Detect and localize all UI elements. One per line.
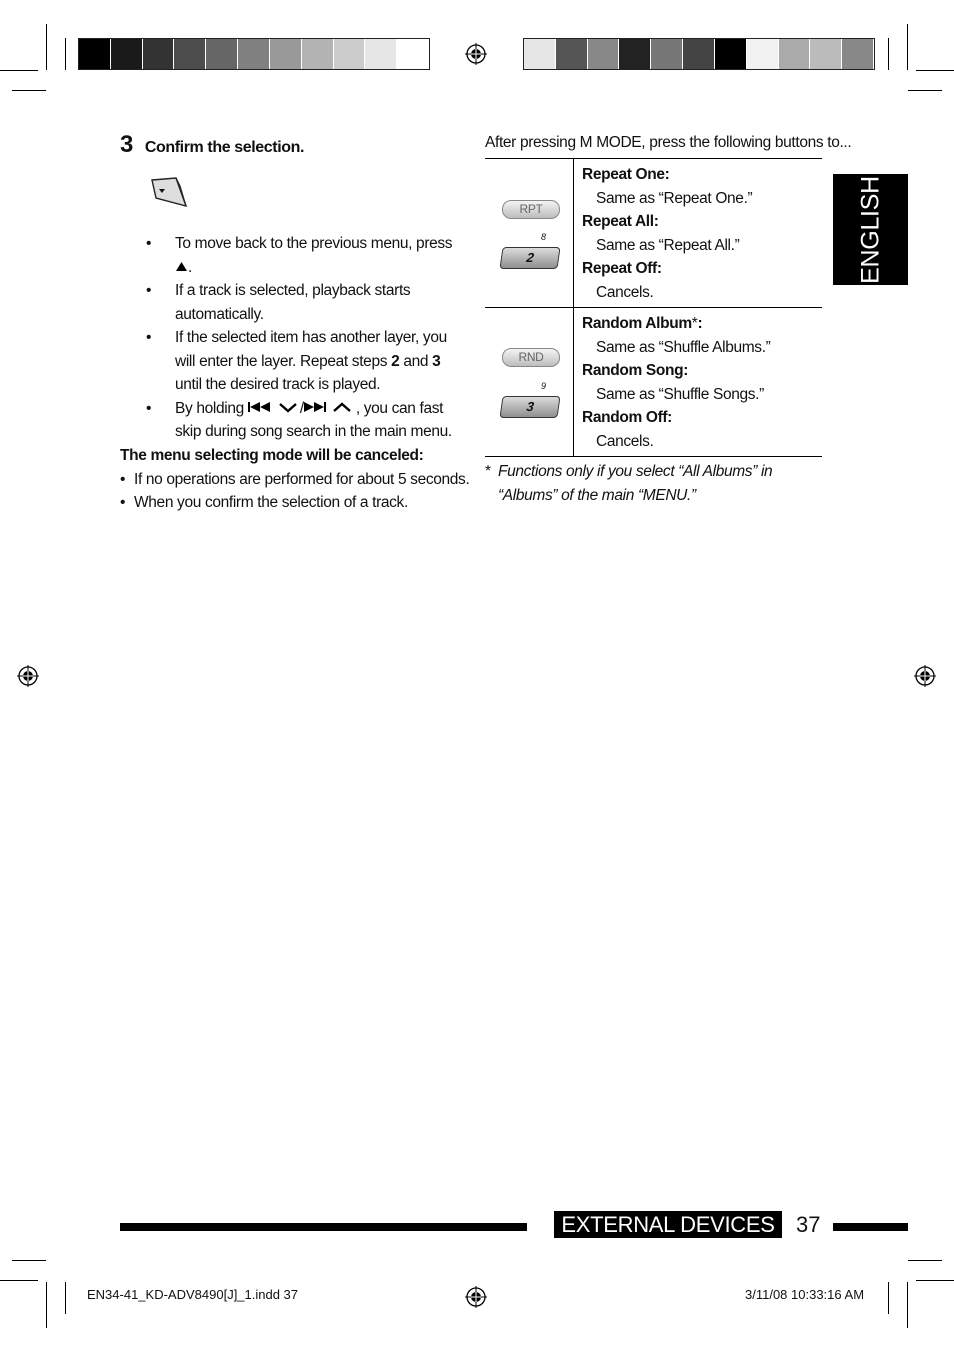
color-swatch: [206, 39, 238, 69]
table-row: [485, 308, 822, 457]
crop-mark: [916, 70, 954, 71]
color-swatch: [747, 39, 779, 69]
table-row: [485, 159, 822, 308]
button-illustration: [485, 308, 574, 456]
color-swatch: [174, 39, 206, 69]
color-bar-right: [523, 38, 875, 70]
slug-date: 3/11/08 10:33:16 AM: [745, 1287, 865, 1302]
up-triangle-icon: [175, 261, 188, 272]
language-tab: [833, 174, 908, 285]
color-swatch: [588, 39, 620, 69]
color-swatch: [79, 39, 111, 69]
crop-mark: [0, 1280, 38, 1281]
color-swatch: [842, 39, 874, 69]
list-item: • When you confirm the selection of a track.: [120, 491, 470, 515]
color-swatch: [397, 39, 429, 69]
cancel-section: [120, 444, 470, 515]
footer-rule: [120, 1223, 527, 1231]
crop-mark: [907, 1282, 908, 1328]
rpt-button-icon: RPT: [502, 200, 560, 219]
crop-mark: [907, 24, 908, 70]
button-illustration: [485, 159, 574, 307]
registration-mark-icon: [914, 665, 936, 687]
number-2-button-icon: 2: [499, 247, 560, 269]
table-intro: After pressing M MODE, press the following buttons to...: [485, 134, 852, 151]
crop-mark: [65, 38, 66, 70]
row-text: Random Album*: Same as “Shuffle Albums.” Random Song: Same as “Shuffle Songs.” Random Off: Cancels.: [582, 315, 771, 450]
bullet-item: • If a track is selected, playback starts automatically.: [120, 279, 465, 326]
button-small-label: 8: [541, 232, 546, 242]
color-swatch: [524, 39, 556, 69]
crop-mark: [888, 38, 889, 70]
bullet-item: • If the selected item has another layer, you will enter the layer. Repeat steps 2 and 3 until the desired track is played.: [120, 326, 465, 397]
crop-mark: [46, 1282, 47, 1328]
registration-mark-icon: [465, 43, 487, 65]
bullet-item: • By holding / , you can fast skip during song search in the main menu.: [120, 397, 465, 444]
color-swatch: [810, 39, 842, 69]
skip-forward-up-icon: [304, 401, 356, 413]
color-swatch: [619, 39, 651, 69]
cancel-heading: The menu selecting mode will be canceled:: [120, 447, 424, 464]
step-title: Confirm the selection.: [144, 139, 305, 156]
section-title: EXTERNAL DEVICES: [554, 1211, 782, 1238]
registration-mark-icon: [465, 1286, 487, 1308]
footnote: * Functions only if you select “All Albums” in “Albums” of the main “MENU.”: [485, 463, 773, 504]
color-bar-left: [78, 38, 430, 70]
step-heading: [120, 131, 304, 159]
footer-rule: [833, 1223, 908, 1231]
page-number: 37: [796, 1212, 821, 1237]
mode-table: [485, 158, 822, 457]
step-bullets: [120, 232, 465, 444]
step-number: 3: [120, 131, 134, 158]
crop-mark: [12, 1260, 46, 1261]
bullet-item: • To move back to the previous menu, press .: [120, 232, 465, 279]
button-small-label: 9: [541, 381, 546, 391]
color-swatch: [334, 39, 366, 69]
color-swatch: [556, 39, 588, 69]
crop-mark: [916, 1280, 954, 1281]
list-item: • If no operations are performed for about 5 seconds.: [120, 468, 470, 492]
color-swatch: [302, 39, 334, 69]
crop-mark: [888, 1282, 889, 1314]
crop-mark: [908, 90, 942, 91]
crop-mark: [0, 70, 38, 71]
color-swatch: [651, 39, 683, 69]
color-swatch: [683, 39, 715, 69]
color-swatch: [779, 39, 811, 69]
rnd-button-icon: RND: [502, 348, 560, 367]
color-swatch: [238, 39, 270, 69]
crop-mark: [908, 1260, 942, 1261]
color-swatch: [365, 39, 397, 69]
color-swatch: [143, 39, 175, 69]
registration-mark-icon: [17, 665, 39, 687]
color-swatch: [111, 39, 143, 69]
skip-back-down-icon: [248, 401, 300, 413]
crop-mark: [65, 1282, 66, 1314]
crop-mark: [12, 90, 46, 91]
color-swatch: [270, 39, 302, 69]
language-tab-label: ENGLISH: [856, 175, 884, 284]
control-knob-down-icon: [148, 176, 188, 210]
row-text: Repeat One: Same as “Repeat One.” Repeat All: Same as “Repeat All.” Repeat Off: Cancels.: [582, 166, 753, 301]
crop-mark: [46, 24, 47, 70]
color-swatch: [715, 39, 747, 69]
slug-file: EN34-41_KD-ADV8490[J]_1.indd 37: [87, 1287, 299, 1302]
number-3-button-icon: 3: [499, 396, 560, 418]
